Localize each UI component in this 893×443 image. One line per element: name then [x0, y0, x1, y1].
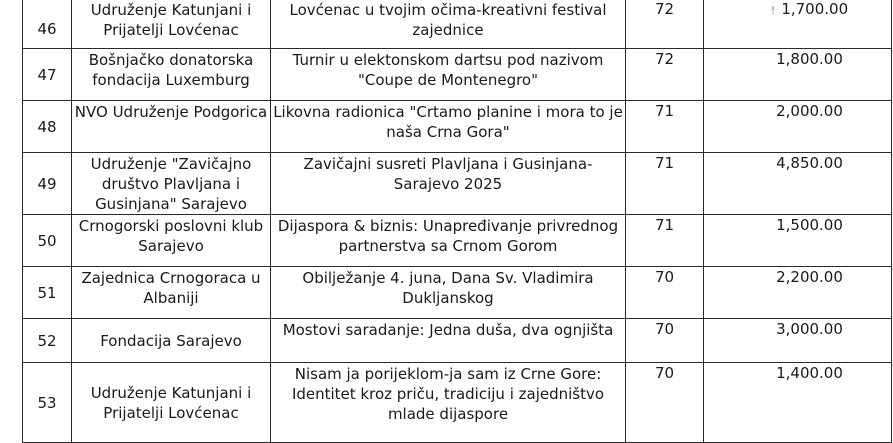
score-cell: 71 [626, 101, 704, 153]
row-number: 51 [23, 267, 72, 319]
amount-cell: 1,400.00 [704, 363, 892, 443]
table-row [23, 101, 892, 153]
project-cell: Likovna radionica "Crtamo planine i mora to je naša Crna Gora" [271, 101, 626, 153]
project-cell: Nisam ja porijeklom-ja sam iz Crne Gore: Identitet kroz priču, tradiciju i zajedništvo mlade dijaspore [271, 363, 626, 443]
organization-cell: Udruženje Katunjani i Prijatelji Lovćenac [72, 0, 271, 49]
row-number: 50 [23, 215, 72, 267]
row-number: 48 [23, 101, 72, 153]
score-cell: 71 [626, 153, 704, 215]
table-row [23, 49, 892, 101]
project-cell: Obilježanje 4. juna, Dana Sv. Vladimira Dukljanskog [271, 267, 626, 319]
amount-cell [704, 0, 892, 49]
row-number: 46 [23, 0, 72, 49]
table-row [23, 153, 892, 215]
grants-table [22, 0, 892, 443]
amount-cell: 2,000.00 [704, 101, 892, 153]
amount-value: 1,700.00 [781, 0, 849, 18]
project-cell: Dijaspora & biznis: Unapređivanje privrednog partnerstva sa Crnom Gorom [271, 215, 626, 267]
amount-cell: 4,850.00 [704, 153, 892, 215]
organization-cell: NVO Udruženje Podgorica [72, 101, 271, 153]
table-row [23, 319, 892, 363]
table-row [23, 215, 892, 267]
project-cell: Zavičajni susreti Plavljana i Gusinjana-Sarajevo 2025 [271, 153, 626, 215]
project-cell: Turnir u elektonskom dartsu pod nazivom "Coupe de Montenegro" [271, 49, 626, 101]
organization-cell: Udruženje Katunjani i Prijatelji Lovćenac [72, 363, 271, 443]
organization-cell: Zajednica Crnogoraca u Albaniji [72, 267, 271, 319]
row-number: 52 [23, 319, 72, 363]
score-cell: 72 [626, 0, 704, 49]
organization-cell: Udruženje "Zavičajno društvo Plavljana i Gusinjana" Sarajevo [72, 153, 271, 215]
organization-cell: Fondacija Sarajevo [72, 319, 271, 363]
amount-cell: 1,800.00 [704, 49, 892, 101]
project-cell: Lovćenac u tvojim očima-kreativni festival zajednice [271, 0, 626, 49]
project-cell: Mostovi saradanje: Jedna duša, dva ognjišta [271, 319, 626, 363]
amount-cell: 3,000.00 [704, 319, 892, 363]
amount-cell: 2,200.00 [704, 267, 892, 319]
organization-cell: Crnogorski poslovni klub Sarajevo [72, 215, 271, 267]
row-number: 53 [23, 363, 72, 443]
score-cell: 70 [626, 363, 704, 443]
score-cell: 71 [626, 215, 704, 267]
row-number: 47 [23, 49, 72, 101]
score-cell: 70 [626, 267, 704, 319]
score-cell: 72 [626, 49, 704, 101]
row-number: 49 [23, 153, 72, 215]
amount-cell: 1,500.00 [704, 215, 892, 267]
table-row [23, 0, 892, 49]
table-row [23, 267, 892, 319]
pen-mark-icon: ! [770, 4, 776, 17]
score-cell: 70 [626, 319, 704, 363]
organization-cell: Bošnjačko donatorska fondacija Luxemburg [72, 49, 271, 101]
